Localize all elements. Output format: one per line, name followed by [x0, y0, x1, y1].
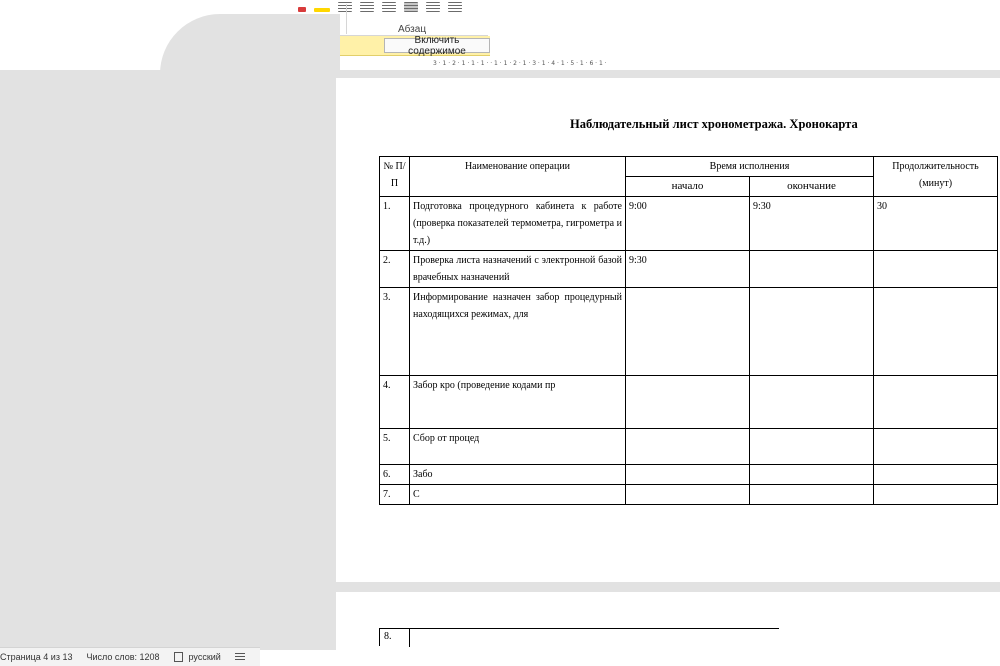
timing-table — [379, 156, 998, 505]
row-end — [750, 465, 874, 485]
row-name: Забор кро (проведение кодами пр — [410, 376, 626, 429]
row-name: Подготовка процедурного кабинета к работе (проверка показателей термометра, гигрометра и т.д.) — [410, 197, 626, 251]
row-duration — [874, 485, 998, 505]
table-row — [380, 429, 998, 465]
page-count[interactable]: Страница 4 из 13 — [0, 652, 73, 662]
enable-content-button[interactable]: Включить содержимое — [384, 38, 490, 53]
row-end — [750, 251, 874, 288]
row-start — [626, 288, 750, 376]
row-num: 1. — [380, 197, 410, 251]
align-center-icon[interactable] — [360, 2, 374, 12]
row-end — [750, 429, 874, 465]
workspace-edge — [160, 14, 340, 94]
row-start: 9:00 — [626, 197, 750, 251]
table-row — [380, 288, 998, 376]
table-row-next-page — [379, 628, 779, 646]
ruler-scale: 3 · 1 · 2 · 1 · 1 · 1 · · 1 · 1 · 2 · 1 · 3 · 1 · 4 · 1 · 5 · 1 · 6 · 1 · — [433, 59, 607, 67]
row-name: С — [410, 485, 626, 505]
header-end: окончание — [750, 177, 874, 197]
row-start — [626, 429, 750, 465]
row-end: 9:30 — [750, 197, 874, 251]
document-title: Наблюдательный лист хронометража. Хронокарта — [570, 117, 858, 131]
row-duration — [874, 429, 998, 465]
row-num: 5. — [380, 429, 410, 465]
paragraph-group-label: Абзац — [398, 24, 427, 35]
header-start: начало — [626, 177, 750, 197]
table-row — [380, 251, 998, 288]
row-name: Информирование назначен забор процедурный находящихся режимах, для — [410, 288, 626, 376]
row-start: 9:30 — [626, 251, 750, 288]
row-duration — [874, 465, 998, 485]
row-num: 8. — [380, 629, 410, 647]
header-num: № П/П — [380, 157, 410, 197]
justify-icon[interactable] — [404, 2, 418, 12]
table-row — [380, 376, 998, 429]
row-duration — [874, 251, 998, 288]
table-row — [380, 465, 998, 485]
row-num: 3. — [380, 288, 410, 376]
status-bar — [0, 647, 260, 666]
table-header-row — [380, 157, 998, 177]
word-count[interactable]: Число слов: 1208 — [86, 652, 160, 662]
align-left-icon[interactable] — [338, 2, 352, 12]
borders-icon[interactable] — [448, 2, 462, 12]
row-end — [750, 376, 874, 429]
row-start — [626, 376, 750, 429]
row-name: Забо — [410, 465, 626, 485]
align-right-icon[interactable] — [382, 2, 396, 12]
horizontal-ruler[interactable] — [433, 58, 713, 68]
language-indicator[interactable]: русский — [188, 652, 221, 662]
row-end — [750, 485, 874, 505]
ribbon-tools — [298, 0, 462, 14]
header-time: Время исполнения — [626, 157, 874, 177]
row-num: 2. — [380, 251, 410, 288]
row-num: 6. — [380, 465, 410, 485]
header-name: Наименование операции — [410, 157, 626, 197]
proofing-icon[interactable] — [174, 652, 183, 662]
line-spacing-icon[interactable] — [426, 2, 440, 12]
row-name: Проверка листа назначений с электронной базой врачебных назначений — [410, 251, 626, 288]
table-row — [380, 197, 998, 251]
row-duration — [874, 288, 998, 376]
row-start — [626, 465, 750, 485]
font-color-icon[interactable] — [298, 7, 306, 12]
row-start — [626, 485, 750, 505]
row-num: 4. — [380, 376, 410, 429]
row-name: Сбор от процед — [410, 429, 626, 465]
row-end — [750, 288, 874, 376]
row-num: 7. — [380, 485, 410, 505]
macro-record-icon[interactable] — [235, 653, 245, 662]
row-duration: 30 — [874, 197, 998, 251]
table-row — [380, 485, 998, 505]
row-duration — [874, 376, 998, 429]
highlight-icon[interactable] — [314, 8, 330, 12]
ribbon-separator — [346, 4, 347, 34]
header-duration: Продолжительность (минут) — [874, 157, 998, 197]
